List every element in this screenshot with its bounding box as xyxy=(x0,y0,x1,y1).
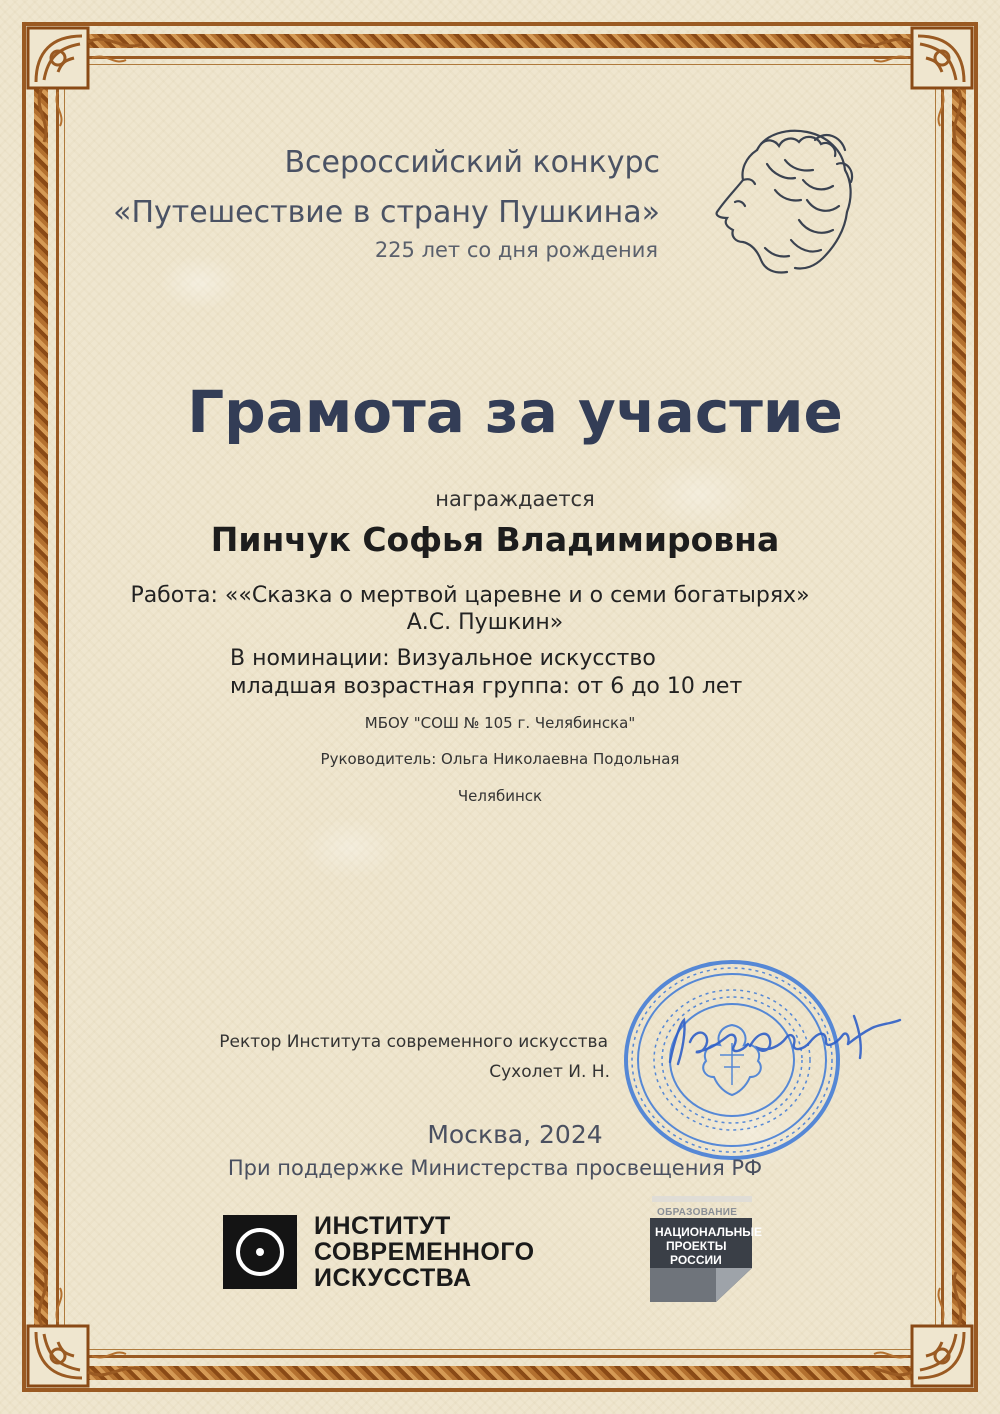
corner-ornament-icon xyxy=(22,22,152,152)
place-and-year: Москва, 2024 xyxy=(427,1120,603,1149)
institute-name-line1: ИНСТИТУТ xyxy=(314,1212,451,1240)
institute-name-line3: ИСКУССТВА xyxy=(314,1264,472,1292)
nomination-line2: младшая возрастная группа: от 6 до 10 лет xyxy=(230,674,743,699)
city-name: Челябинск xyxy=(457,787,543,805)
nomination-line1: В номинации: Визуальное искусство xyxy=(230,646,656,671)
certificate-title: Грамота за участие xyxy=(187,378,843,446)
np-line2: ПРОЕКТЫ xyxy=(666,1239,727,1253)
rector-title: Ректор Института современного искусства xyxy=(219,1032,608,1052)
np-line1: НАЦИОНАЛЬНЫЕ xyxy=(655,1225,762,1239)
logo-dot-icon xyxy=(256,1248,264,1256)
recipient-name: Пинчук Софья Владимировна xyxy=(210,520,780,559)
institute-logo-icon xyxy=(223,1215,297,1289)
support-statement: При поддержке Министерства просвещения РФ xyxy=(227,1156,763,1180)
school-name: МБОУ "СОШ № 105 г. Челябинска" xyxy=(364,714,636,732)
work-title-line2: А.С. Пушкин» xyxy=(406,610,564,635)
contest-subtitle-line: 225 лет со дня рождения xyxy=(374,238,658,262)
corner-ornament-icon xyxy=(848,1262,978,1392)
contest-name-line: Всероссийский конкурс xyxy=(284,145,660,180)
pushkin-portrait-icon xyxy=(695,120,865,280)
institute-name-line2: СОВРЕМЕННОГО xyxy=(314,1238,535,1266)
corner-ornament-icon xyxy=(848,22,978,152)
np-line3: РОССИИ xyxy=(670,1253,722,1267)
signature-icon xyxy=(650,1002,910,1082)
corner-ornament-icon xyxy=(22,1262,152,1392)
rector-name: Сухолет И. Н. xyxy=(489,1062,610,1082)
contest-title-line: «Путешествие в страну Пушкина» xyxy=(113,195,660,230)
awarded-label: награждается xyxy=(435,487,595,511)
np-education-label: ОБРАЗОВАНИЕ xyxy=(657,1207,738,1218)
leader-name: Руководитель: Ольга Николаевна Подольная xyxy=(320,750,680,768)
work-title-line1: Работа: ««Сказка о мертвой царевне и о семи богатырях» xyxy=(130,583,810,608)
